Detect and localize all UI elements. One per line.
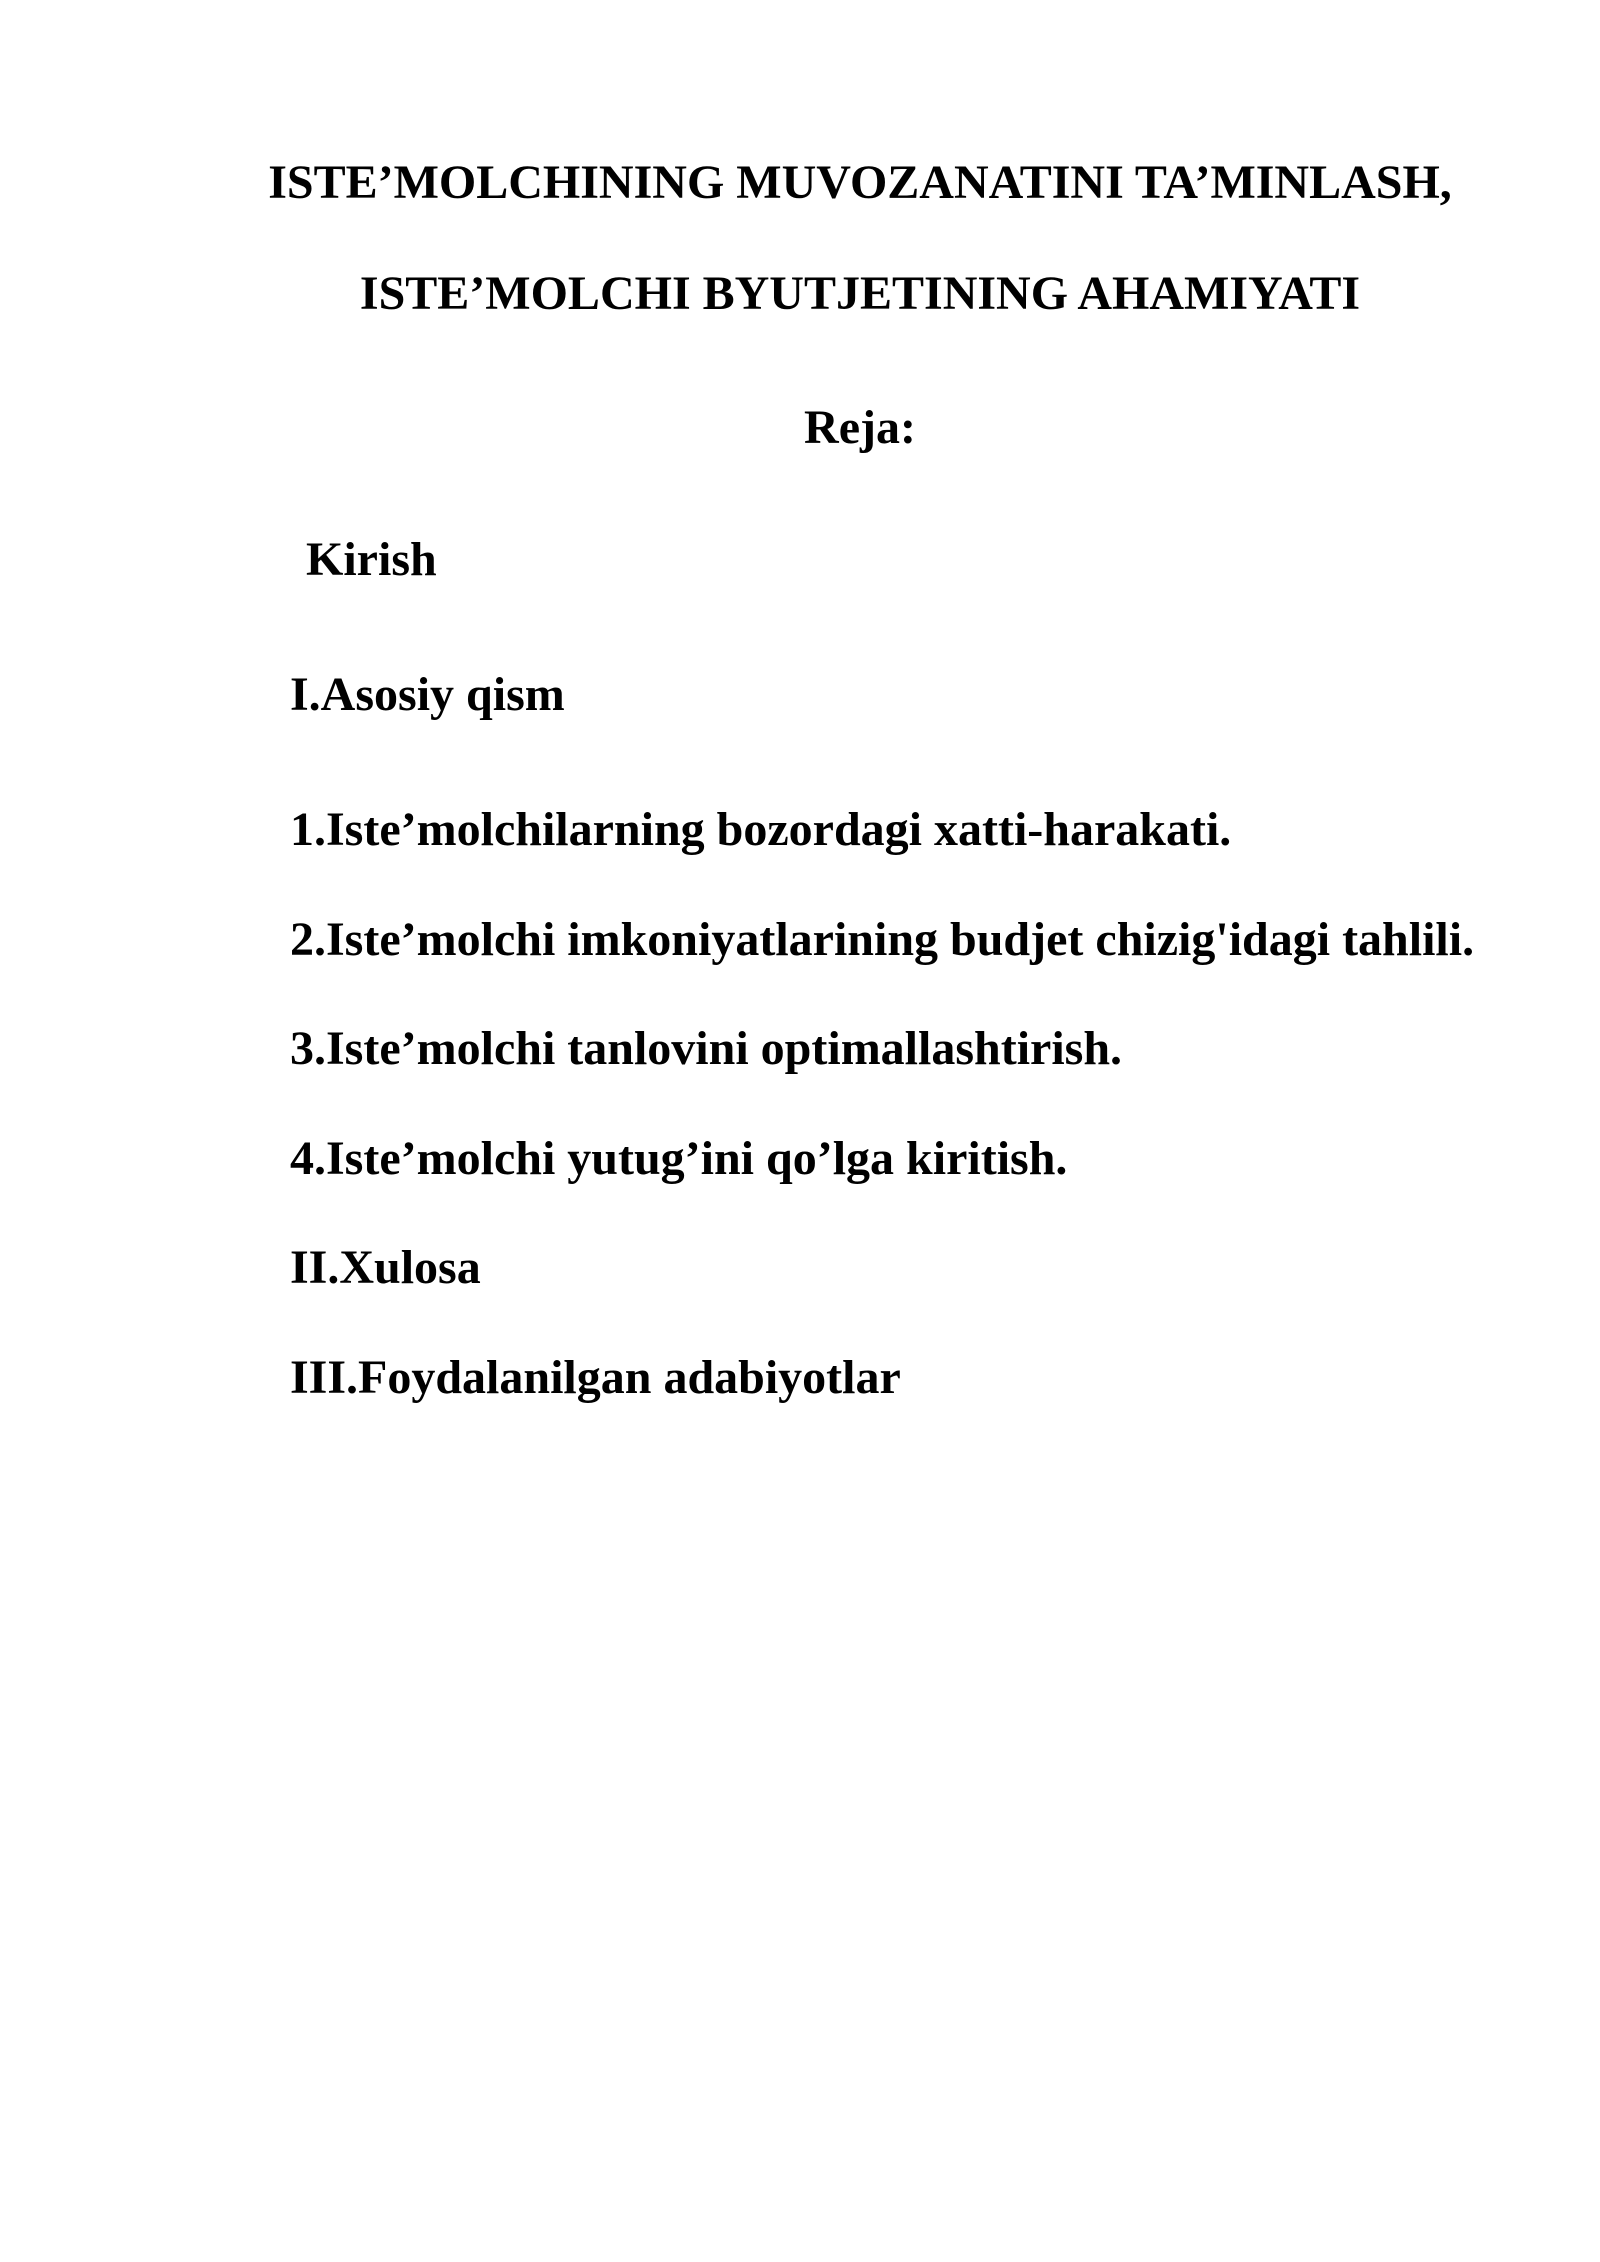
- plan-item-references: III.Foydalanilgan adabiyotlar: [290, 1351, 901, 1404]
- plan-item-2: 2.Iste’molchi imkoniyatlarining budjet chizig'idagi tahlili.: [290, 913, 1475, 966]
- document-title-line-1: ISTE’MOLCHINING MUVOZANATINI TA’MINLASH,: [268, 156, 1452, 209]
- plan-item-main-part: I.Asosiy qism: [290, 668, 565, 721]
- plan-intro: Kirish: [306, 533, 437, 586]
- plan-item-1: 1.Iste’molchilarning bozordagi xatti-harakati.: [290, 803, 1232, 856]
- plan-item-3: 3.Iste’molchi tanlovini optimallashtirish.: [290, 1022, 1123, 1075]
- plan-heading: Reja:: [804, 401, 916, 454]
- document-title-line-2: ISTE’MOLCHI BYUTJETINING AHAMIYATI: [359, 267, 1361, 320]
- plan-item-conclusion: II.Xulosa: [290, 1241, 481, 1294]
- plan-item-4: 4.Iste’molchi yutug’ini qo’lga kiritish.: [290, 1132, 1068, 1185]
